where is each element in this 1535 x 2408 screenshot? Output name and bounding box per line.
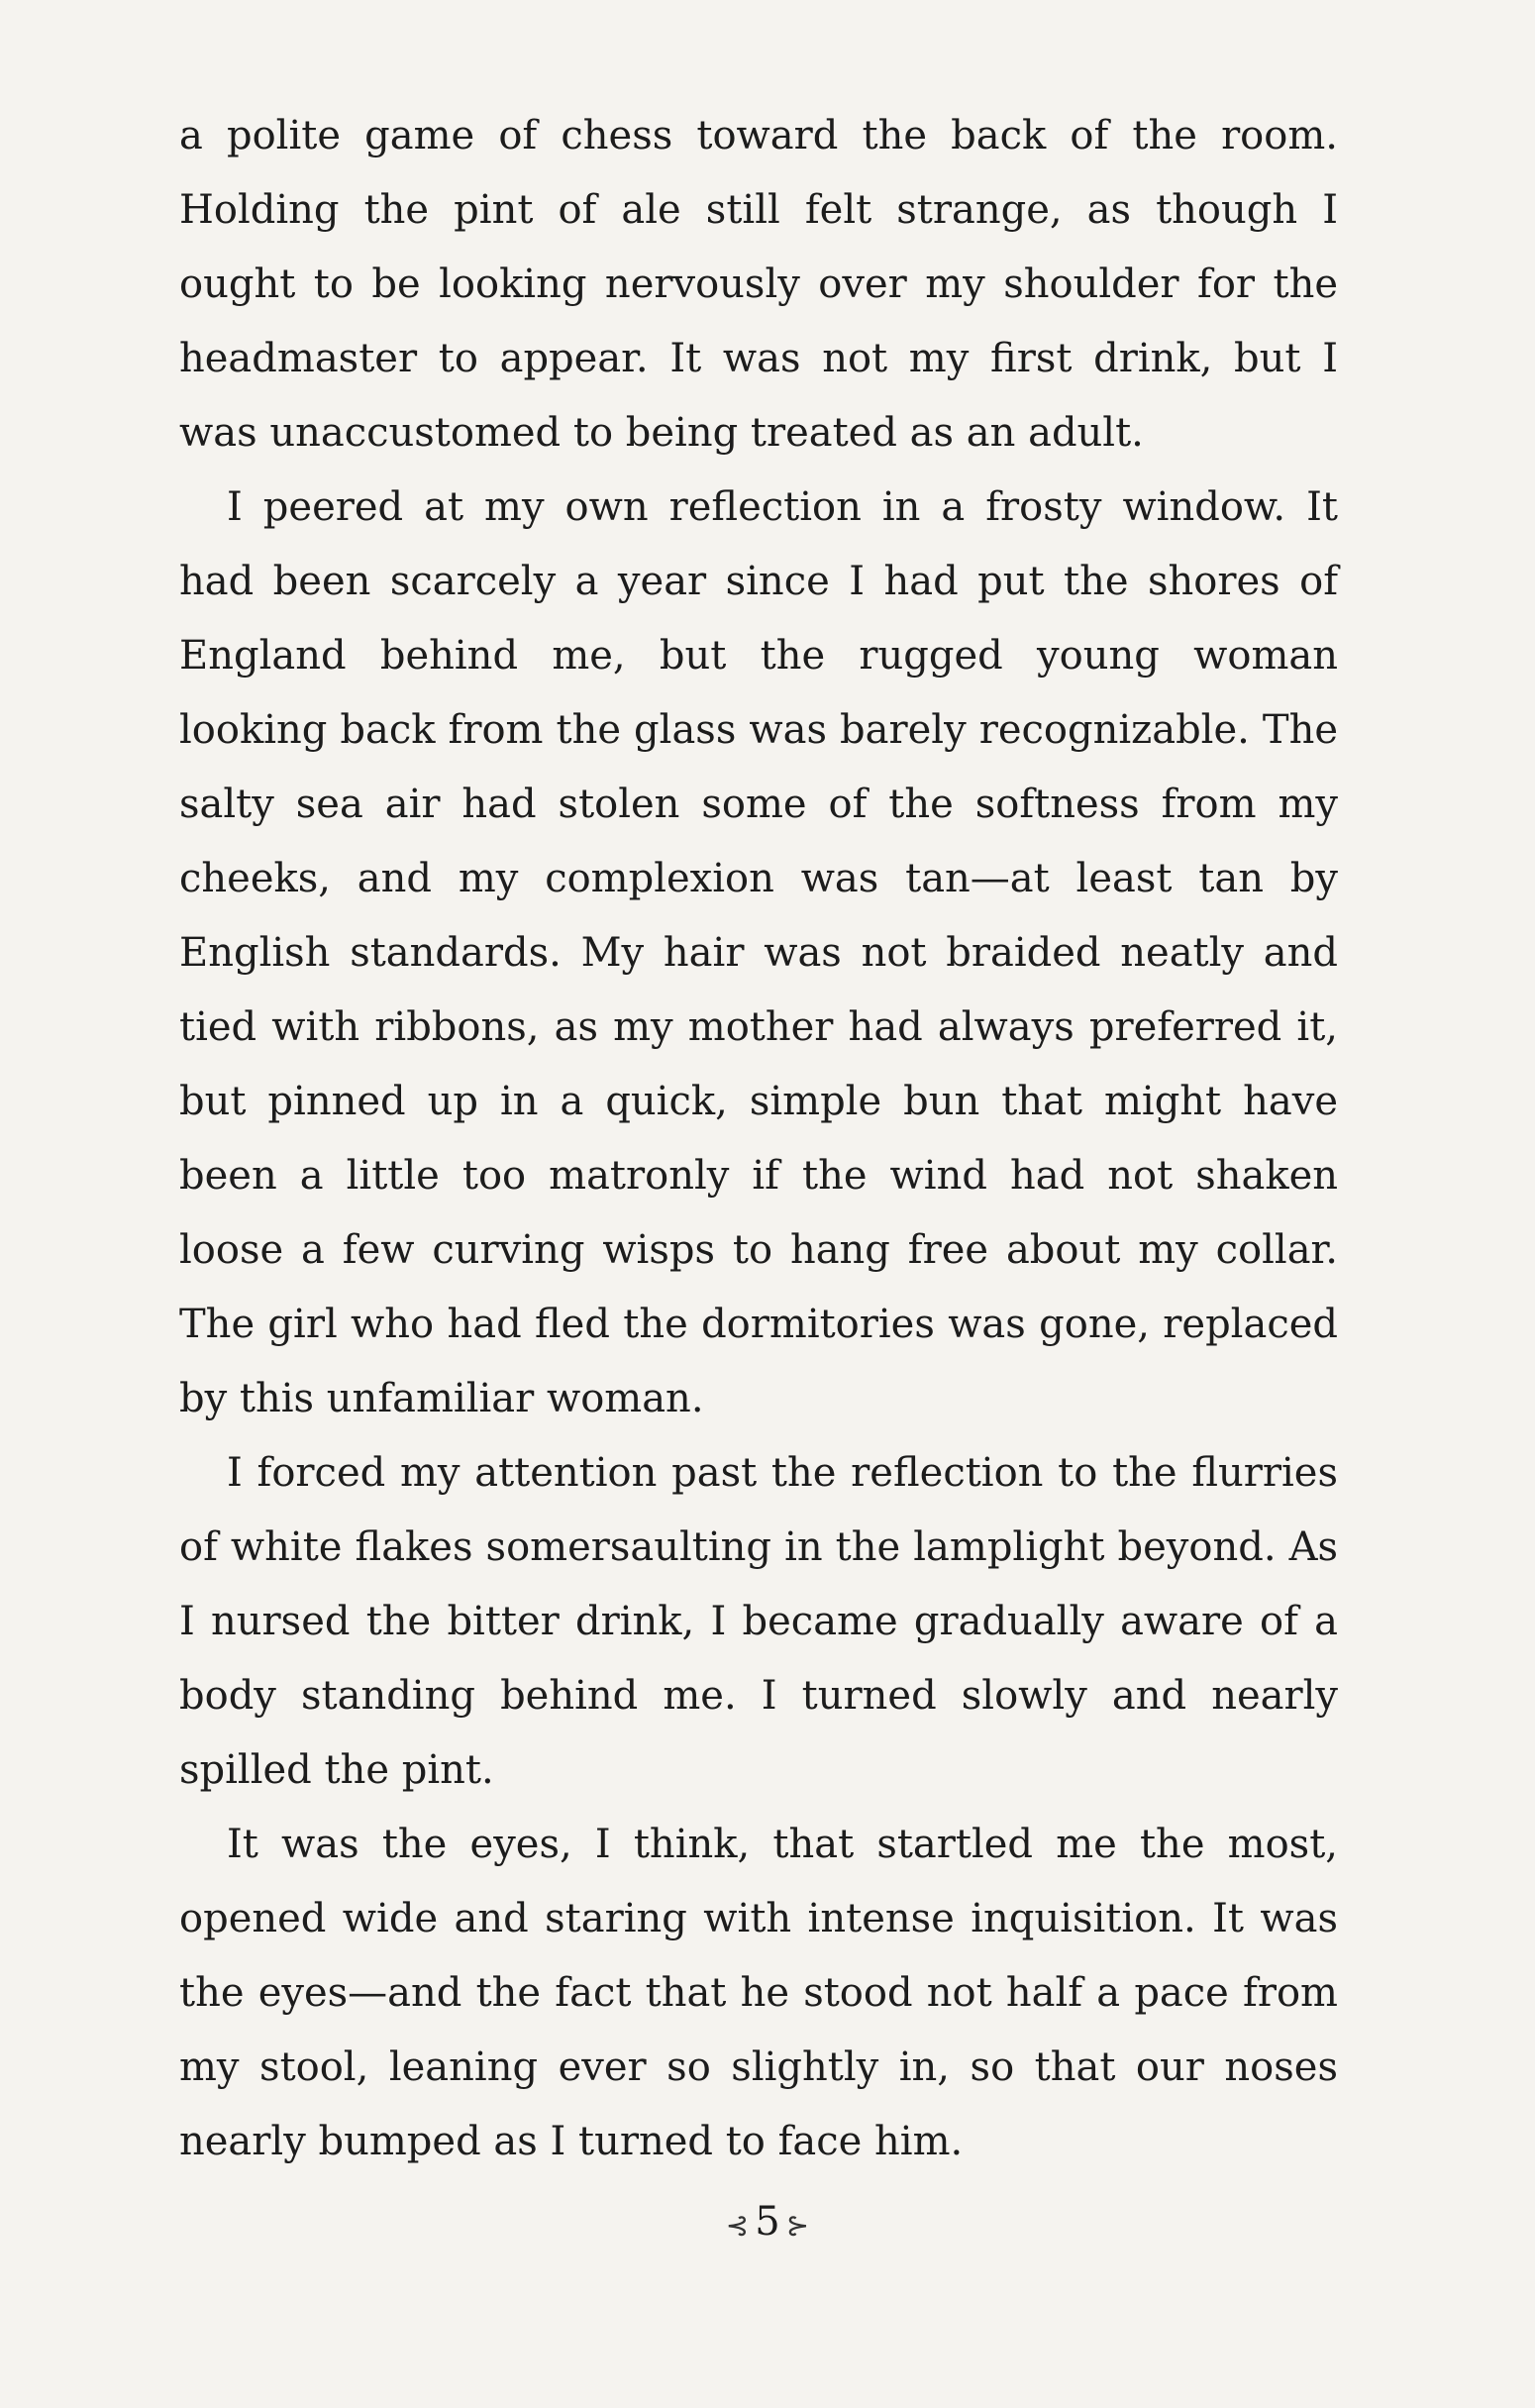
paragraph-1: a polite game of chess toward the back of the room. Holding the pint of ale still felt strange, as though I ought to be looking nervously over my shoulder for the headmaster to appear. It was not my first drink, but I was unaccustomed to being treated as an adult.: [179, 113, 1338, 456]
page-number-value: 5: [755, 2199, 780, 2245]
left-ornament-icon: ⊰: [725, 2209, 750, 2242]
page-number: [0, 2199, 1535, 2245]
paragraph-4: It was the eyes, I think, that startled me the most, opened wide and staring with intense inquisition. It was the eyes—and the fact that he stood not half a pace from my stool, leaning ever so slightly in, so that our noses nearly bumped as I turned to face him.: [179, 1822, 1338, 2164]
body-text: [179, 99, 1338, 2179]
right-ornament-icon: ⊱: [785, 2209, 810, 2242]
paragraph-2: I peered at my own reflection in a frosty window. It had been scarcely a year since I had put the shores of England behind me, but the rugged young woman looking back from the glass was barely recognizable. The salty sea air had stolen some of the softness from my cheeks, and my complexion was tan—at least tan by English standards. My hair was not braided neatly and tied with ribbons, as my mother had always preferred it, but pinned up in a quick, simple bun that might have been a little too matronly if the wind had not shaken loose a few curving wisps to hang free about my collar. The girl who had fled the dormitories was gone, replaced by this unfamiliar woman.: [179, 484, 1338, 1421]
paragraph-3: I forced my attention past the reflection to the flurries of white flakes somersaulting in the lamplight beyond. As I nursed the bitter drink, I became gradually aware of a body standing behind me. I turned slowly and nearly spilled the pint.: [179, 1450, 1338, 1793]
